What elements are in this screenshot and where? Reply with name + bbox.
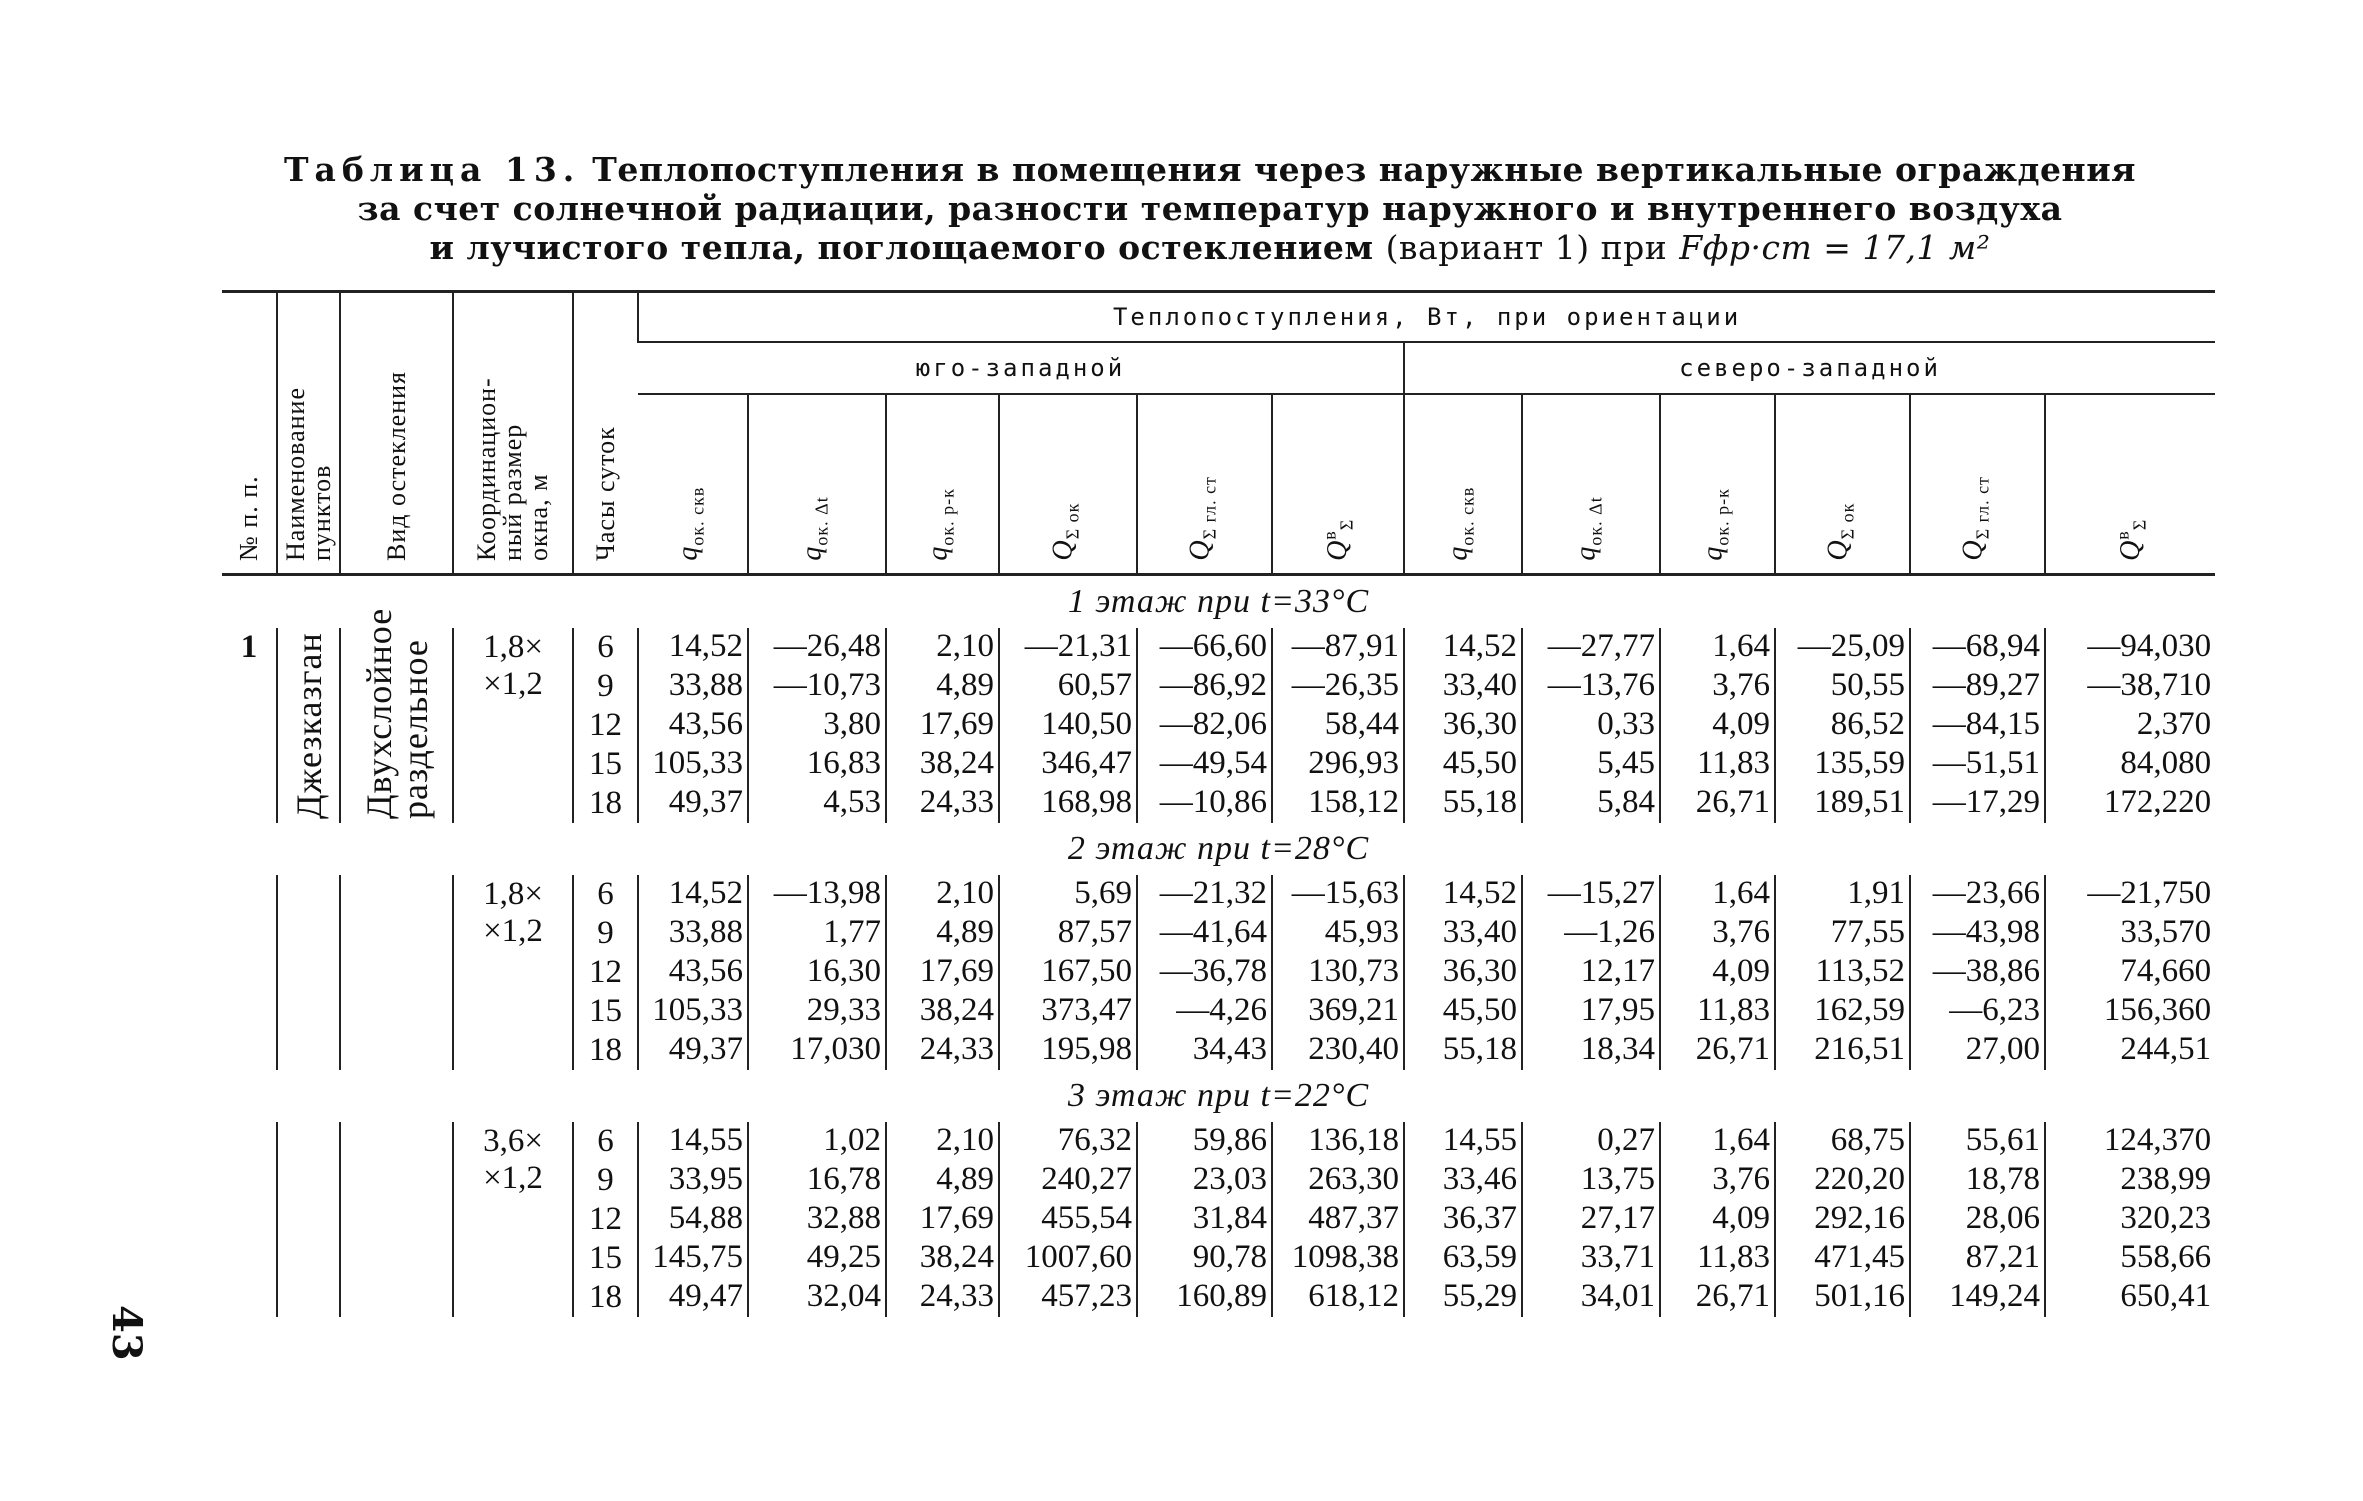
value-cell: 36,37: [1404, 1200, 1522, 1239]
floor-header-row: [222, 823, 2215, 875]
value-cell: 34,43: [1137, 1031, 1272, 1070]
value-cell: 1,64: [1660, 875, 1775, 914]
value-cell: 17,030: [748, 1031, 886, 1070]
value-cell: —82,06: [1137, 706, 1272, 745]
value-cell: —89,27: [1910, 667, 2045, 706]
value-cell: 38,24: [886, 992, 999, 1031]
value-cell: 49,37: [638, 1031, 748, 1070]
header-name: Наименование пунктов: [277, 292, 340, 575]
value-cell: 1,91: [1775, 875, 1910, 914]
value-cell: —84,15: [1910, 706, 2045, 745]
value-cell: 26,71: [1660, 1031, 1775, 1070]
value-cell: 33,40: [1404, 914, 1522, 953]
value-cell: 55,61: [1910, 1122, 2045, 1161]
value-cell: 195,98: [999, 1031, 1137, 1070]
value-cell: 58,44: [1272, 706, 1404, 745]
value-cell: 1,77: [748, 914, 886, 953]
value-cell: 263,30: [1272, 1161, 1404, 1200]
header-nw-q-rk: $q_{ок. р-к}$: [1660, 394, 1775, 575]
value-cell: 17,69: [886, 1200, 999, 1239]
header-sw-q-dt: $q_{ок. \Delta t}$: [748, 394, 886, 575]
value-cell: 11,83: [1660, 992, 1775, 1031]
value-cell: 3,76: [1660, 914, 1775, 953]
value-cell: —51,51: [1910, 745, 2045, 784]
value-cell: 17,69: [886, 953, 999, 992]
value-cell: —13,76: [1522, 667, 1660, 706]
value-cell: 11,83: [1660, 745, 1775, 784]
value-cell: 14,55: [1404, 1122, 1522, 1161]
value-cell: 36,30: [1404, 953, 1522, 992]
value-cell: —4,26: [1137, 992, 1272, 1031]
value-cell: 49,37: [638, 784, 748, 823]
value-cell: 14,52: [1404, 628, 1522, 667]
value-cell: 33,88: [638, 667, 748, 706]
value-cell: —10,86: [1137, 784, 1272, 823]
value-cell: 50,55: [1775, 667, 1910, 706]
value-cell: 369,21: [1272, 992, 1404, 1031]
window-size: [453, 875, 573, 1070]
header-sw-Q-v: $Q^в_\Sigma$: [1272, 394, 1404, 575]
value-cell: 158,12: [1272, 784, 1404, 823]
value-cell: 156,360: [2045, 992, 2215, 1031]
value-cell: —21,750: [2045, 875, 2215, 914]
value-cell: —87,91: [1272, 628, 1404, 667]
value-cell: 296,93: [1272, 745, 1404, 784]
value-cell: 3,76: [1660, 1161, 1775, 1200]
value-cell: 4,09: [1660, 706, 1775, 745]
value-cell: 74,660: [2045, 953, 2215, 992]
header-southwest: юго-западной: [638, 342, 1404, 394]
value-cell: 84,080: [2045, 745, 2215, 784]
value-cell: 33,46: [1404, 1161, 1522, 1200]
value-cell: 105,33: [638, 992, 748, 1031]
glazing-type-line-2: раздельное: [394, 639, 435, 819]
value-cell: 54,88: [638, 1200, 748, 1239]
floor-header-row: [222, 575, 2215, 629]
header-nw-Q-v: $Q^в_\Sigma$: [2045, 394, 2215, 575]
value-cell: —38,710: [2045, 667, 2215, 706]
value-cell: 49,47: [638, 1278, 748, 1317]
value-cell: —86,92: [1137, 667, 1272, 706]
value-cell: 14,52: [638, 628, 748, 667]
value-cell: 1,64: [1660, 1122, 1775, 1161]
value-cell: —6,23: [1910, 992, 2045, 1031]
hour-cell: 9: [573, 667, 638, 706]
value-cell: —49,54: [1137, 745, 1272, 784]
value-cell: 32,88: [748, 1200, 886, 1239]
value-cell: 87,57: [999, 914, 1137, 953]
title-line-3: и лучистого тепла, поглощаемого остеклением (вариант 1) при Fфр·ст = 17,1 м²: [429, 228, 1991, 267]
value-cell: 1,64: [1660, 628, 1775, 667]
value-cell: 27,17: [1522, 1200, 1660, 1239]
value-cell: 14,52: [1404, 875, 1522, 914]
table-title: [230, 150, 2190, 267]
value-cell: —25,09: [1775, 628, 1910, 667]
value-cell: 244,51: [2045, 1031, 2215, 1070]
hour-cell: 6: [573, 628, 638, 667]
value-cell: 650,41: [2045, 1278, 2215, 1317]
title-line-1: Таблица 13. Теплопоступления в помещения через наружные вертикальные ограждения: [283, 150, 2137, 189]
value-cell: 167,50: [999, 953, 1137, 992]
value-cell: 3,80: [748, 706, 886, 745]
hour-cell: 9: [573, 914, 638, 953]
value-cell: 76,32: [999, 1122, 1137, 1161]
header-nw-q-skv: $q_{ок. скв}$: [1404, 394, 1522, 575]
value-cell: —26,35: [1272, 667, 1404, 706]
value-cell: 59,86: [1137, 1122, 1272, 1161]
value-cell: 457,23: [999, 1278, 1137, 1317]
hour-cell: 12: [573, 706, 638, 745]
value-cell: 18,34: [1522, 1031, 1660, 1070]
value-cell: 45,50: [1404, 745, 1522, 784]
header-group: Теплопоступления, Вт, при ориентации: [638, 292, 2215, 343]
value-cell: 12,17: [1522, 953, 1660, 992]
hour-cell: 9: [573, 1161, 638, 1200]
value-cell: 63,59: [1404, 1239, 1522, 1278]
header-hours: Часы суток: [573, 292, 638, 575]
value-cell: 55,18: [1404, 1031, 1522, 1070]
value-cell: 45,93: [1272, 914, 1404, 953]
header-sw-q-skv: $q_{ок. скв}$: [638, 394, 748, 575]
value-cell: 55,29: [1404, 1278, 1522, 1317]
value-cell: 14,52: [638, 875, 748, 914]
value-cell: 16,30: [748, 953, 886, 992]
header-sw-Q-gl: $Q_{\Sigma гл. ст}$: [1137, 394, 1272, 575]
header-num: № п. п.: [222, 292, 277, 575]
value-cell: 5,69: [999, 875, 1137, 914]
value-cell: 68,75: [1775, 1122, 1910, 1161]
floor-label: 2 этаж при t=28°C: [1067, 830, 1370, 867]
glazing-type-cell: [340, 875, 453, 1070]
hour-cell: 18: [573, 1278, 638, 1317]
value-cell: 33,40: [1404, 667, 1522, 706]
value-cell: 130,73: [1272, 953, 1404, 992]
page-number: 43: [103, 1305, 150, 1361]
value-cell: 292,16: [1775, 1200, 1910, 1239]
row-number: [222, 1122, 277, 1317]
table-row: [222, 875, 2215, 914]
value-cell: 346,47: [999, 745, 1137, 784]
value-cell: 17,69: [886, 706, 999, 745]
value-cell: 27,00: [1910, 1031, 2045, 1070]
value-cell: 145,75: [638, 1239, 748, 1278]
value-cell: —1,26: [1522, 914, 1660, 953]
value-cell: 77,55: [1775, 914, 1910, 953]
location-name: Джезказган: [288, 632, 329, 819]
value-cell: —23,66: [1910, 875, 2045, 914]
value-cell: 33,88: [638, 914, 748, 953]
value-cell: 31,84: [1137, 1200, 1272, 1239]
hour-cell: 6: [573, 875, 638, 914]
value-cell: —10,73: [748, 667, 886, 706]
value-cell: 220,20: [1775, 1161, 1910, 1200]
header-glazing: Вид остекления: [340, 292, 453, 575]
value-cell: —15,63: [1272, 875, 1404, 914]
value-cell: 55,18: [1404, 784, 1522, 823]
value-cell: 32,04: [748, 1278, 886, 1317]
hour-cell: 15: [573, 1239, 638, 1278]
hour-cell: 15: [573, 745, 638, 784]
value-cell: —27,77: [1522, 628, 1660, 667]
header-nw-q-dt: $q_{ок. \Delta t}$: [1522, 394, 1660, 575]
value-cell: 230,40: [1272, 1031, 1404, 1070]
hour-cell: 6: [573, 1122, 638, 1161]
value-cell: 558,66: [2045, 1239, 2215, 1278]
value-cell: 16,78: [748, 1161, 886, 1200]
value-cell: —26,48: [748, 628, 886, 667]
header-nw-Q-ok: $Q_{\Sigma ок}$: [1775, 394, 1910, 575]
window-size-line-2: ×1,2: [483, 913, 543, 949]
value-cell: 3,76: [1660, 667, 1775, 706]
value-cell: —43,98: [1910, 914, 2045, 953]
location-name-cell: [277, 875, 340, 1070]
value-cell: 33,570: [2045, 914, 2215, 953]
value-cell: 168,98: [999, 784, 1137, 823]
header-northwest: северо-западной: [1404, 342, 2215, 394]
value-cell: 24,33: [886, 1031, 999, 1070]
value-cell: 18,78: [1910, 1161, 2045, 1200]
value-cell: 43,56: [638, 706, 748, 745]
value-cell: 172,220: [2045, 784, 2215, 823]
value-cell: 162,59: [1775, 992, 1910, 1031]
value-cell: 38,24: [886, 1239, 999, 1278]
value-cell: —17,29: [1910, 784, 2045, 823]
value-cell: 38,24: [886, 745, 999, 784]
hour-cell: 18: [573, 784, 638, 823]
value-cell: 14,55: [638, 1122, 748, 1161]
value-cell: 113,52: [1775, 953, 1910, 992]
window-size-line-1: 1,8×: [483, 876, 543, 912]
value-cell: 43,56: [638, 953, 748, 992]
table-row: [222, 1122, 2215, 1161]
value-cell: —15,27: [1522, 875, 1660, 914]
value-cell: 13,75: [1522, 1161, 1660, 1200]
value-cell: 2,10: [886, 628, 999, 667]
value-cell: 1,02: [748, 1122, 886, 1161]
value-cell: 124,370: [2045, 1122, 2215, 1161]
floor-label: 3 этаж при t=22°C: [1067, 1077, 1370, 1114]
value-cell: 24,33: [886, 784, 999, 823]
window-size-line-2: ×1,2: [483, 666, 543, 702]
glazing-type-line-1: Двухслойное: [358, 607, 399, 819]
value-cell: 238,99: [2045, 1161, 2215, 1200]
location-name-cell: [277, 1122, 340, 1317]
value-cell: 320,23: [2045, 1200, 2215, 1239]
row-number: 1: [240, 629, 258, 665]
value-cell: 4,09: [1660, 953, 1775, 992]
value-cell: —21,32: [1137, 875, 1272, 914]
value-cell: 140,50: [999, 706, 1137, 745]
value-cell: 28,06: [1910, 1200, 2045, 1239]
heat-gain-table: [222, 290, 2215, 1317]
value-cell: 90,78: [1137, 1239, 1272, 1278]
floor-label: 1 этаж при t=33°C: [1067, 583, 1370, 620]
value-cell: —38,86: [1910, 953, 2045, 992]
value-cell: 4,09: [1660, 1200, 1775, 1239]
value-cell: 49,25: [748, 1239, 886, 1278]
value-cell: 189,51: [1775, 784, 1910, 823]
value-cell: 36,30: [1404, 706, 1522, 745]
value-cell: 149,24: [1910, 1278, 2045, 1317]
hour-cell: 12: [573, 1200, 638, 1239]
value-cell: 60,57: [999, 667, 1137, 706]
value-cell: 29,33: [748, 992, 886, 1031]
header-sw-q-rk: $q_{ок. р-к}$: [886, 394, 999, 575]
value-cell: 33,95: [638, 1161, 748, 1200]
value-cell: —13,98: [748, 875, 886, 914]
value-cell: 5,45: [1522, 745, 1660, 784]
header-sw-Q-ok: $Q_{\Sigma ок}$: [999, 394, 1137, 575]
value-cell: 87,21: [1910, 1239, 2045, 1278]
floor-header-row: [222, 1070, 2215, 1122]
table-row: [222, 628, 2215, 667]
value-cell: 2,10: [886, 1122, 999, 1161]
value-cell: 0,27: [1522, 1122, 1660, 1161]
window-size-line-1: 1,8×: [483, 629, 543, 665]
window-size-line-2: ×1,2: [483, 1160, 543, 1196]
value-cell: —41,64: [1137, 914, 1272, 953]
value-cell: 135,59: [1775, 745, 1910, 784]
value-cell: 16,83: [748, 745, 886, 784]
value-cell: 455,54: [999, 1200, 1137, 1239]
value-cell: —21,31: [999, 628, 1137, 667]
glazing-type-cell: [340, 607, 453, 823]
header-nw-Q-gl: $Q_{\Sigma гл. ст}$: [1910, 394, 2045, 575]
glazing-type-cell: [340, 1122, 453, 1317]
location-name-cell: [277, 628, 340, 823]
value-cell: 1098,38: [1272, 1239, 1404, 1278]
value-cell: 1007,60: [999, 1239, 1137, 1278]
value-cell: —66,60: [1137, 628, 1272, 667]
value-cell: 618,12: [1272, 1278, 1404, 1317]
value-cell: 86,52: [1775, 706, 1910, 745]
hour-cell: 15: [573, 992, 638, 1031]
glazing-type: [358, 607, 435, 819]
table-body: [222, 575, 2215, 1318]
value-cell: 23,03: [1137, 1161, 1272, 1200]
window-size: [453, 1122, 573, 1317]
value-cell: 216,51: [1775, 1031, 1910, 1070]
value-cell: 11,83: [1660, 1239, 1775, 1278]
value-cell: 5,84: [1522, 784, 1660, 823]
value-cell: 45,50: [1404, 992, 1522, 1031]
value-cell: 487,37: [1272, 1200, 1404, 1239]
value-cell: 26,71: [1660, 784, 1775, 823]
value-cell: 4,53: [748, 784, 886, 823]
value-cell: —36,78: [1137, 953, 1272, 992]
value-cell: 240,27: [999, 1161, 1137, 1200]
row-number: [222, 875, 277, 1070]
value-cell: —94,030: [2045, 628, 2215, 667]
value-cell: 373,47: [999, 992, 1137, 1031]
value-cell: 136,18: [1272, 1122, 1404, 1161]
value-cell: 26,71: [1660, 1278, 1775, 1317]
value-cell: 471,45: [1775, 1239, 1910, 1278]
header-coord: Координацион-ный размер окна, м: [453, 292, 573, 575]
value-cell: 105,33: [638, 745, 748, 784]
window-size-line-1: 3,6×: [483, 1123, 543, 1159]
value-cell: 34,01: [1522, 1278, 1660, 1317]
value-cell: 4,89: [886, 1161, 999, 1200]
value-cell: 501,16: [1775, 1278, 1910, 1317]
value-cell: 2,370: [2045, 706, 2215, 745]
title-formula: Fфр·ст = 17,1 м²: [1679, 228, 1991, 267]
value-cell: —68,94: [1910, 628, 2045, 667]
value-cell: 4,89: [886, 667, 999, 706]
value-cell: 24,33: [886, 1278, 999, 1317]
value-cell: 0,33: [1522, 706, 1660, 745]
value-cell: 17,95: [1522, 992, 1660, 1031]
title-line-2: за счет солнечной радиации, разности температур наружного и внутреннего воздуха: [357, 189, 2063, 228]
hour-cell: 12: [573, 953, 638, 992]
window-size: [453, 628, 573, 823]
value-cell: 2,10: [886, 875, 999, 914]
value-cell: 160,89: [1137, 1278, 1272, 1317]
hour-cell: 18: [573, 1031, 638, 1070]
value-cell: 4,89: [886, 914, 999, 953]
value-cell: 33,71: [1522, 1239, 1660, 1278]
